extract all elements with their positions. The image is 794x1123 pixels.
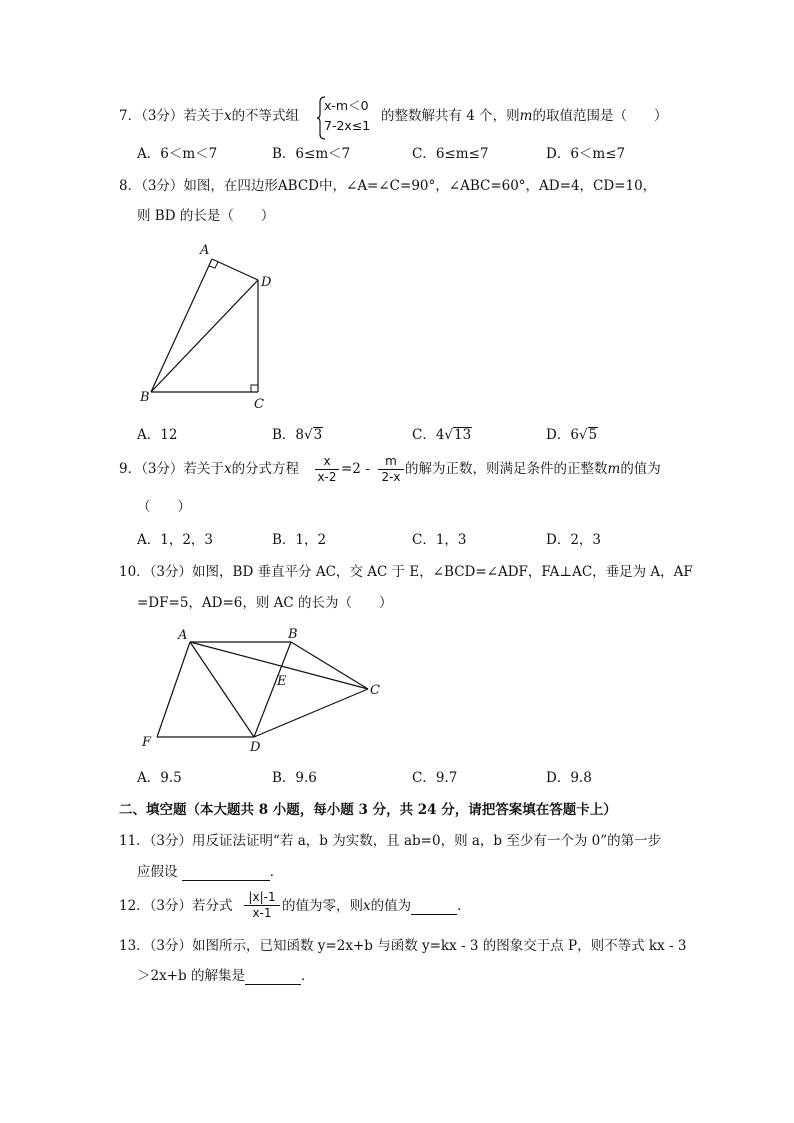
q10-label-c: C (370, 683, 380, 698)
q7-suffix-1: 的整数解共有 4 个，则 (381, 108, 520, 124)
q12-answer-blank[interactable] (411, 898, 457, 915)
q8-option-b (272, 427, 323, 443)
q7-stem (119, 108, 299, 124)
q8-right-angle-c (251, 385, 258, 392)
q8-label-c: C (254, 397, 264, 412)
q8-edge-ad (212, 259, 258, 280)
radical-icon: √ (304, 427, 313, 443)
q8-option-d (546, 427, 598, 443)
q13-stem-line2 (137, 968, 314, 985)
q9-option-a: A．1，2，3 (137, 532, 214, 548)
q8-option-d-radicand: 5 (588, 427, 598, 443)
q12-fraction (244, 890, 280, 921)
q12-fraction-den: x-1 (252, 906, 272, 920)
q9-mid: 的分式方程 (231, 461, 300, 477)
q9-stem-a (119, 461, 299, 477)
q9-equals: =2 - (341, 461, 370, 477)
q8-option-b-coef: B．8 (272, 427, 305, 443)
q8-label-a: A (200, 243, 210, 258)
q9-suffix: 的解为正数，则满足条件的正整数 (405, 461, 608, 477)
q10-stem-line1: 10．（3分）如图，BD 垂直平分 AC，交 AC 于 E，∠BCD=∠ADF，FA⊥AC，垂足为 A，AF (119, 564, 693, 580)
q7-var-x: x (223, 108, 232, 124)
q7-stem-end (381, 108, 667, 124)
q8-diagonal-bd (151, 280, 258, 392)
q8-figure (136, 238, 286, 414)
q9-fraction-2-den: 2-x (381, 470, 401, 484)
q7-inequality-2: 7-2x≤1 (324, 118, 371, 133)
q7-option-a: A．6＜m＜7 (137, 146, 218, 162)
q11-stem-line1: 11．（3分）用反证法证明“若 a，b 为实数，且 ab=0，则 a，b 至少有一个为 0”的第一步 (119, 833, 662, 849)
q10-label-f: F (142, 735, 152, 750)
q12-end: ． (457, 898, 471, 914)
q9-fraction-1-num: x (315, 454, 339, 470)
q9-var-m: m (607, 461, 621, 477)
q10-edge-af (157, 642, 190, 737)
q7-prefix: 7．（3分）若关于 (119, 108, 224, 124)
q8-stem-line2: 则 BD 的长是（ ） (137, 208, 275, 224)
q7-option-b: B．6≤m＜7 (272, 146, 351, 162)
radical-icon: √ (578, 427, 588, 443)
q9-option-b: B．1，2 (272, 532, 327, 548)
q7-option-c: C．6≤m≤7 (412, 146, 489, 162)
q8-label-b: B (140, 390, 150, 405)
q10-label-e: E (277, 674, 287, 689)
q9-var-x: x (223, 461, 232, 477)
q9-option-c: C．1，3 (412, 532, 467, 548)
q9-stem-line2: （ ） (137, 499, 191, 515)
q13-answer-blank[interactable] (245, 968, 301, 985)
q8-edge-ab (151, 259, 212, 392)
q7-option-d: D．6＜m≤7 (546, 146, 626, 162)
q7-mid: 的不等式组 (231, 108, 300, 124)
q12-var-x: x (363, 898, 371, 914)
q10-edge-bd (254, 642, 291, 737)
q12-suffix: 的值为 (370, 898, 412, 914)
q13-prefix: ＞2x+b 的解集是 (137, 968, 245, 984)
q8-stem-line1: 8．（3分）如图，在四边形ABCD中，∠A=∠C=90°，∠ABC=60°，AD=4，CD=10， (119, 178, 657, 194)
q13-end: ． (300, 968, 315, 984)
q8-option-b-radicand: 3 (313, 427, 323, 443)
q9-option-d: D．2，3 (546, 532, 602, 548)
q10-edge-bc (291, 642, 368, 689)
q7-var-m: m (519, 108, 533, 124)
q8-option-d-coef: D．6 (546, 427, 579, 443)
q12-mid: 的值为零，则 (282, 898, 363, 914)
q9-fraction-1-den: x-2 (317, 470, 337, 484)
q10-option-d: D．9.8 (546, 770, 592, 786)
q11-end: ． (269, 864, 284, 880)
q9-stem-b (405, 461, 661, 477)
radical-icon: √ (444, 427, 454, 443)
q9-prefix: 9．（3分）若关于 (119, 461, 224, 477)
q12-stem-b (282, 898, 471, 915)
q8-option-c-radicand: 13 (454, 427, 472, 443)
q10-option-a: A．9.5 (137, 770, 182, 786)
q13-stem-line1: 13．（3分）如图所示，已知函数 y=2x+b 与函数 y=kx - 3 的图象交于点 P，则不等式 kx - 3 (119, 938, 687, 954)
q10-figure (136, 624, 396, 758)
q10-option-c: C．9.7 (412, 770, 458, 786)
q12-stem-a: 12．（3分）若分式 (119, 898, 233, 914)
q9-fraction-2 (378, 454, 404, 485)
section-2-title: 二、填空题（本大题共 8 小题，每小题 3 分，共 24 分，请把答案填在答题卡上） (119, 802, 617, 818)
q10-label-d: D (250, 740, 261, 755)
q7-inequality-1: x-m＜0 (324, 98, 369, 113)
q12-fraction-num: |x|-1 (244, 890, 280, 906)
q9-suffix-2: 的值为 (620, 461, 661, 477)
q10-label-a: A (178, 628, 188, 643)
q11-prefix: 应假设 (137, 864, 178, 880)
q11-stem-line2 (137, 864, 283, 881)
q7-inequality-system (316, 96, 386, 140)
q10-stem-line2: =DF=5，AD=6，则 AC 的长为（ ） (137, 595, 393, 611)
q10-edge-dc (254, 689, 368, 737)
q10-option-b: B．9.6 (272, 770, 317, 786)
q8-option-a: A．12 (137, 427, 178, 443)
q9-fraction-2-num: m (378, 454, 404, 470)
q8-option-c (412, 427, 472, 443)
q8-label-d: D (261, 275, 272, 290)
q8-option-c-coef: C．4 (412, 427, 445, 443)
q7-suffix-2: 的取值范围是（ ） (532, 108, 668, 124)
q9-fraction-1 (315, 454, 339, 485)
q11-answer-blank[interactable] (182, 864, 270, 881)
q10-label-b: B (288, 627, 298, 642)
